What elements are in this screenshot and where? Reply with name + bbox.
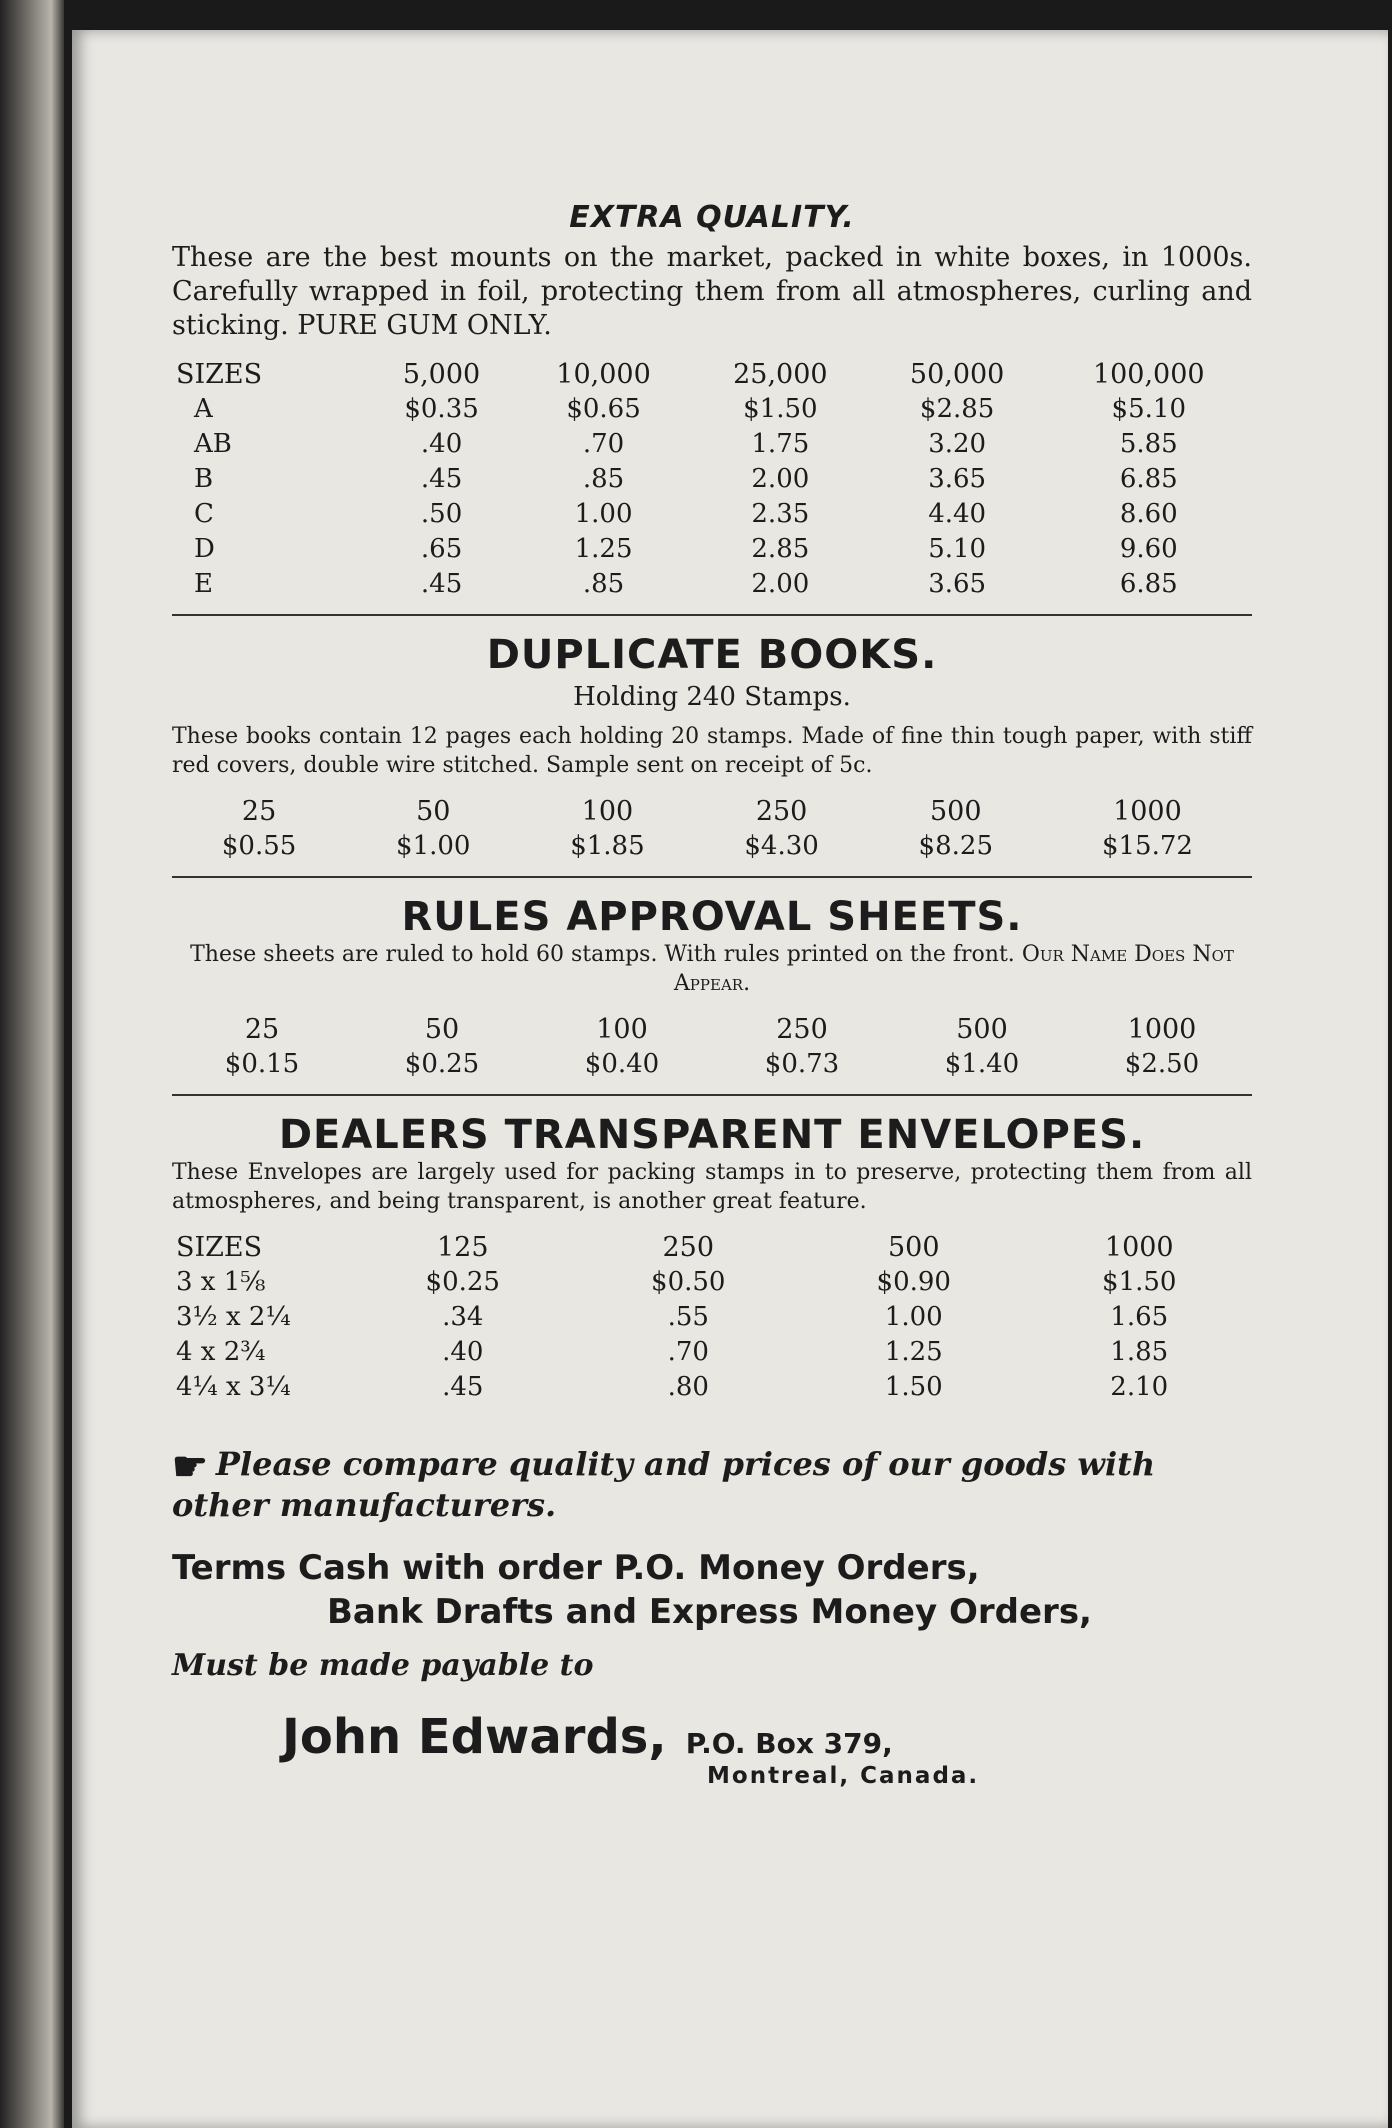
price-cell: 5.10 (928, 534, 987, 564)
quantity-cell: 25 (241, 796, 277, 827)
price-cell: .85 (582, 464, 625, 494)
quantity-row (172, 794, 1252, 829)
price-cell: 9.60 (1119, 534, 1178, 564)
quantity-row (172, 1012, 1252, 1047)
price-cell: 1.75 (751, 429, 810, 459)
price-cell: $1.85 (570, 831, 645, 861)
price-cell: 8.60 (1119, 499, 1178, 529)
price-cell: .45 (442, 1372, 484, 1402)
books-price-table (172, 794, 1252, 864)
mounts-header-cell: 10,000 (556, 359, 651, 390)
quantity-cell: 50 (424, 1014, 460, 1045)
signature-block (172, 1709, 1252, 1765)
size-cell: D (194, 534, 215, 564)
size-cell: C (194, 499, 214, 529)
quantity-cell: 1000 (1113, 796, 1182, 827)
section-divider (172, 876, 1252, 878)
sheets-price-table (172, 1012, 1252, 1082)
quantity-cell: 500 (930, 796, 982, 827)
price-cell: $4.30 (744, 831, 819, 861)
price-cell: 5.85 (1119, 429, 1178, 459)
price-cell: $15.72 (1101, 831, 1193, 861)
table-row (172, 1335, 1252, 1370)
price-cell: 1.00 (884, 1302, 943, 1332)
price-cell: 6.85 (1119, 569, 1178, 599)
price-cell: 2.00 (751, 464, 810, 494)
mounts-header-cell: SIZES (176, 359, 263, 390)
price-cell: $2.85 (919, 394, 995, 424)
envelopes-title: DEALERS TRANSPARENT ENVELOPES. (278, 1112, 1146, 1158)
price-cell: $0.25 (425, 1267, 500, 1297)
terms-line: Bank Drafts and Express Money Orders, (327, 1591, 1092, 1632)
quantity-cell: 25 (244, 1014, 280, 1045)
size-cell: 3 x 1⅝ (176, 1267, 266, 1297)
quantity-cell: 1000 (1127, 1014, 1197, 1045)
envelopes-header-cell: SIZES (176, 1232, 263, 1263)
price-cell: .70 (667, 1337, 709, 1367)
price-cell: 6.85 (1119, 464, 1178, 494)
price-cell: 1.50 (884, 1372, 943, 1402)
price-cell: $5.10 (1111, 394, 1186, 424)
merchant-name: John Edwards, (282, 1708, 667, 1765)
quantity-cell: 50 (416, 796, 451, 827)
mounts-header-cell: 100,000 (1092, 359, 1205, 390)
duplicate-books-description: These books contain 12 pages each holding 20 stamps. Made of fine thin tough paper, with stiff red covers, double wire stitched. Sample sent on receipt of 5c. (172, 724, 1252, 778)
duplicate-books-title: DUPLICATE BOOKS. (486, 632, 938, 678)
envelopes-header-cell: 250 (662, 1232, 715, 1263)
price-cell: $1.40 (944, 1049, 1020, 1079)
price-cell: .45 (420, 569, 463, 599)
quantity-cell: 100 (581, 796, 634, 827)
binding-edge (0, 0, 64, 2128)
price-row (172, 829, 1252, 864)
rules-approval-note: Our Name Does Not Appear. (673, 942, 1234, 996)
po-box: P.O. Box 379, (685, 1726, 893, 1760)
envelopes-header-cell: 1000 (1104, 1232, 1174, 1263)
rules-approval-text: These sheets are ruled to hold 60 stamps. With rules printed on the front. (190, 942, 1015, 967)
price-cell: 4.40 (928, 499, 987, 529)
mounts-header-cell: 25,000 (733, 359, 828, 390)
price-cell: $1.50 (743, 394, 818, 424)
price-cell: .45 (420, 464, 463, 494)
price-cell: 3.65 (928, 464, 987, 494)
duplicate-books-subtitle: Holding 240 Stamps. (573, 682, 851, 712)
table-row (172, 392, 1252, 427)
rules-approval-title: RULES APPROVAL SHEETS. (401, 894, 1023, 940)
mounts-header-row (172, 357, 1252, 392)
price-cell: $2.50 (1124, 1049, 1200, 1079)
size-cell: E (194, 569, 213, 599)
quantity-cell: 250 (776, 1014, 828, 1045)
price-cell: .70 (582, 429, 625, 459)
rules-approval-description (172, 940, 1252, 998)
city: Montreal, Canada. (707, 1762, 980, 1789)
price-cell: .40 (442, 1337, 484, 1367)
compare-note (172, 1442, 1252, 1524)
table-row (172, 427, 1252, 462)
terms (172, 1546, 1252, 1634)
price-cell: 1.00 (574, 499, 633, 529)
mounts-header-cell: 5,000 (402, 359, 481, 390)
quantity-cell: 100 (596, 1014, 648, 1045)
table-row (172, 1265, 1252, 1300)
envelopes-price-table (172, 1230, 1252, 1405)
size-cell: AB (194, 429, 232, 459)
price-cell: 2.10 (1110, 1372, 1169, 1402)
size-cell: 4 x 2¾ (176, 1337, 266, 1367)
compare-text: Please compare quality and prices of our goods with other manufacturers. (172, 1445, 1156, 1524)
size-cell: B (194, 464, 214, 494)
envelopes-header-row (172, 1230, 1252, 1265)
price-cell: 2.00 (751, 569, 810, 599)
extra-quality-title: EXTRA QUALITY. (569, 200, 855, 235)
price-cell: 1.25 (884, 1337, 943, 1367)
price-cell: 1.25 (574, 534, 633, 564)
table-row (172, 532, 1252, 567)
mounts-price-table (172, 357, 1252, 602)
mounts-header-cell: 50,000 (909, 359, 1005, 390)
page-sheet (72, 30, 1388, 2128)
table-row (172, 1300, 1252, 1335)
size-cell: 4¼ x 3¼ (176, 1372, 291, 1402)
price-cell: 1.85 (1110, 1337, 1169, 1367)
envelopes-description: These Envelopes are largely used for packing stamps in to preserve, protecting them from all atmospheres, and being transparent, is another great feature. (172, 1160, 1252, 1214)
price-cell: .80 (667, 1372, 709, 1402)
pointing-hand-icon: ☛ (172, 1442, 208, 1490)
price-cell: 2.85 (751, 534, 810, 564)
price-cell: .34 (442, 1302, 484, 1332)
price-cell: $8.25 (918, 831, 993, 861)
price-cell: $0.90 (876, 1267, 951, 1297)
terms-line: Terms Cash with order P.O. Money Orders, (172, 1547, 980, 1588)
price-cell: $0.15 (224, 1049, 300, 1079)
price-cell: $0.65 (566, 394, 641, 424)
price-cell: 1.65 (1110, 1302, 1169, 1332)
price-cell: $0.25 (404, 1049, 480, 1079)
quantity-cell: 250 (755, 796, 808, 827)
price-cell: 2.35 (751, 499, 810, 529)
price-cell: .85 (582, 569, 625, 599)
table-row (172, 462, 1252, 497)
price-row (172, 1047, 1252, 1082)
table-row (172, 1370, 1252, 1405)
section-divider (172, 1094, 1252, 1096)
price-cell: $1.00 (396, 831, 471, 861)
price-cell: .40 (420, 429, 463, 459)
size-cell: A (194, 394, 213, 424)
quantity-cell: 500 (956, 1014, 1008, 1045)
table-row (172, 497, 1252, 532)
price-cell: $0.35 (404, 394, 479, 424)
price-cell: $1.50 (1102, 1267, 1177, 1297)
extra-quality-description: These are the best mounts on the market, packed in white boxes, in 1000s. Carefully wrapped in foil, protecting them from all atmospheres, curling and sticking. PURE GUM ONLY. (172, 242, 1252, 341)
price-cell: 3.65 (928, 569, 987, 599)
price-cell: $0.73 (764, 1049, 840, 1079)
envelopes-header-cell: 125 (436, 1232, 489, 1263)
payable-note: Must be made payable to (172, 1647, 594, 1683)
price-cell: 3.20 (928, 429, 987, 459)
table-row (172, 567, 1252, 602)
price-cell: .65 (420, 534, 463, 564)
price-cell: .55 (667, 1302, 709, 1332)
price-cell: $0.55 (221, 831, 297, 861)
price-cell: .50 (420, 499, 463, 529)
price-cell: $0.40 (584, 1049, 660, 1079)
section-divider (172, 614, 1252, 616)
size-cell: 3½ x 2¼ (176, 1302, 291, 1332)
envelopes-header-cell: 500 (887, 1232, 940, 1263)
price-cell: $0.50 (651, 1267, 726, 1297)
page-content (172, 200, 1252, 1789)
